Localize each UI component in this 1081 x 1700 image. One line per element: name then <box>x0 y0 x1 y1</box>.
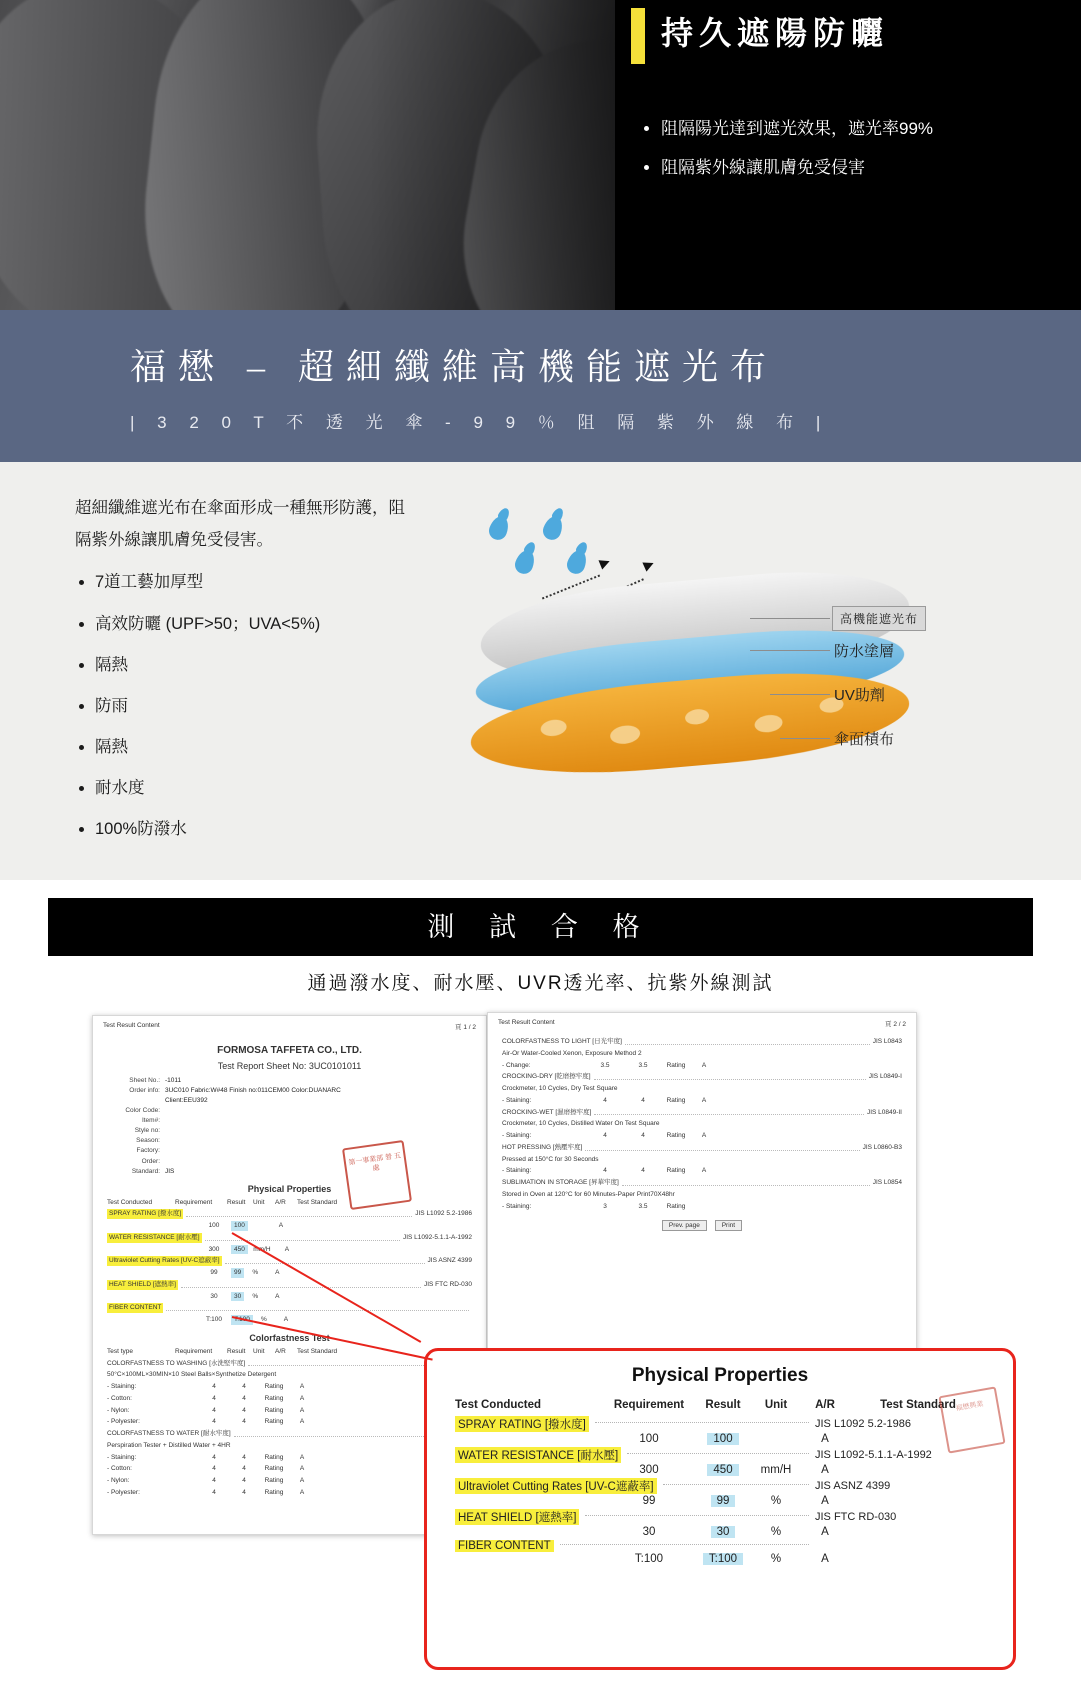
row-unit: % <box>770 1553 782 1565</box>
row-unit: Rating <box>666 1132 686 1139</box>
row-ar: A <box>299 1418 305 1426</box>
row-result: 4 <box>242 1383 246 1391</box>
row-ar: A <box>701 1167 707 1175</box>
row-ar: A <box>821 1433 829 1445</box>
col-ar: A/R <box>275 1347 286 1355</box>
row-req: T:100 <box>206 1316 222 1324</box>
table-row-values <box>93 1291 486 1303</box>
callout-leader <box>770 694 830 695</box>
page2-header-right: 頁 2 / 2 <box>885 1021 906 1028</box>
row-result: 99 <box>231 1268 244 1278</box>
table-row <box>488 1118 916 1130</box>
row-result: T:100 <box>231 1315 253 1325</box>
row-req: 3.5 <box>600 1061 610 1069</box>
row-subtext: Pressed at 150°C for 30 Seconds <box>502 1155 599 1163</box>
table-row <box>488 1142 916 1154</box>
row-result: 4 <box>242 1394 246 1402</box>
row-name: - Staining: <box>502 1096 532 1104</box>
page2-header <box>488 1013 916 1028</box>
prev-page-button[interactable]: Prev. page <box>662 1220 707 1231</box>
field-value: 3UC010 Fabric:W#48 Finish no:011CEM00 Color:DUANARC <box>165 1087 341 1095</box>
field-key: Order: <box>141 1157 160 1165</box>
features-text <box>75 492 405 855</box>
row-ar: A <box>701 1132 707 1139</box>
table-row <box>488 1177 916 1189</box>
row-ar: A <box>821 1526 829 1538</box>
row-name: HOT PRESSING [熱壓牢度] <box>502 1143 583 1151</box>
product-title: 福懋 – 超細纖維高機能遮光布 <box>130 347 779 387</box>
row-req: 4 <box>212 1477 216 1485</box>
repel-arrow-head <box>642 558 655 571</box>
field-key: Color Code: <box>125 1107 160 1115</box>
table-row <box>93 1208 486 1220</box>
row-unit: mm/H <box>253 1245 271 1253</box>
list-item: • 高效防曬 (UPF>50；UVA<5%) <box>95 608 405 640</box>
row-result: 450 <box>707 1464 738 1476</box>
fabric-dot <box>541 719 567 737</box>
row-name: - Nylon: <box>107 1406 130 1414</box>
row-standard: JIS L1092-5.1.1-A-1992 <box>402 1233 472 1241</box>
col-unit: Unit <box>764 1399 788 1411</box>
row-req: 3 <box>603 1202 607 1210</box>
repel-arrow-head <box>598 556 611 569</box>
row-result: 4 <box>242 1465 246 1473</box>
row-unit: % <box>252 1269 259 1277</box>
row-req: 4 <box>603 1167 607 1175</box>
row-ar: A <box>299 1477 305 1485</box>
row-result: 30 <box>711 1526 736 1538</box>
row-unit: Rating <box>264 1453 284 1461</box>
features-list <box>75 566 405 845</box>
callout-waterproof-coating: 防水塗層 <box>834 643 895 660</box>
row-standard: JIS L1092 5.2-1986 <box>415 1210 472 1218</box>
row-name: - Staining: <box>107 1453 137 1461</box>
row-standard: JIS ASNZ 4399 <box>427 1257 472 1265</box>
physical-properties-title: Physical Properties <box>247 1183 332 1194</box>
row-req: 4 <box>212 1418 216 1426</box>
row-unit: Rating <box>666 1096 686 1104</box>
row-standard: JIS FTC RD-030 <box>815 1511 897 1523</box>
col-unit: Unit <box>253 1347 265 1355</box>
list-item: • 隔熱 <box>95 731 405 763</box>
page1-header-right: 頁 1 / 2 <box>455 1024 476 1031</box>
table-row <box>488 1130 916 1142</box>
row-result: 4 <box>641 1167 645 1175</box>
table-row <box>488 1060 916 1072</box>
row-unit: mm/H <box>760 1464 792 1476</box>
row-name: - Polyester: <box>107 1418 140 1426</box>
col-ar: A/R <box>275 1198 286 1206</box>
row-unit: Rating <box>264 1394 284 1402</box>
row-subtext: Stored in Oven at 120°C for 60 Minutes-Paper Print70X48hr <box>502 1190 675 1198</box>
row-result: 4 <box>242 1477 246 1485</box>
row-req: 4 <box>212 1453 216 1461</box>
row-name: WATER RESISTANCE [耐水壓] <box>455 1447 621 1463</box>
product-name-band <box>0 310 1081 462</box>
row-name: SUBLIMATION IN STORAGE [昇華牢度] <box>502 1179 619 1186</box>
layer-diagram <box>420 498 1040 828</box>
product-subtitle: | 3 2 0 T 不 透 光 傘 - 9 9 ％ 阻 隔 紫 外 線 布 | <box>130 413 830 432</box>
row-name: - Staining: <box>502 1202 532 1210</box>
row-subtext: Crockmeter, 10 Cycles, Distilled Water On Test Square <box>502 1120 660 1128</box>
col-test-conducted: Test Conducted <box>455 1399 542 1411</box>
table-row <box>449 1508 991 1539</box>
row-req: 99 <box>642 1495 656 1507</box>
row-result: T:100 <box>703 1553 743 1565</box>
row-ar: A <box>278 1222 284 1230</box>
row-ar: A <box>701 1096 707 1104</box>
row-name: Ultraviolet Cutting Rates [UV-C遮蔽率] <box>109 1257 220 1265</box>
list-item: • 隔熱 <box>95 649 405 681</box>
row-req: 300 <box>208 1245 220 1253</box>
row-ar: A <box>299 1488 305 1496</box>
callout-umbrella-fabric: 傘面積布 <box>834 731 895 748</box>
row-result: 4 <box>242 1406 246 1414</box>
row-ar: A <box>299 1383 305 1391</box>
field-key: Order info: <box>129 1087 160 1095</box>
row-standard: JIS FTC RD-030 <box>423 1280 472 1288</box>
table-row <box>488 1189 916 1201</box>
table-row <box>449 1446 991 1477</box>
row-name: - Staining: <box>107 1383 137 1391</box>
list-item: • 耐水度 <box>95 772 405 804</box>
table-row <box>488 1165 916 1177</box>
field-row <box>111 1076 486 1086</box>
field-key: Season: <box>136 1137 160 1145</box>
col-ar: A/R <box>815 1399 835 1411</box>
col-result: Result <box>227 1347 246 1355</box>
magnified-physical-properties <box>424 1348 1016 1670</box>
field-row <box>111 1106 486 1116</box>
callout-leader <box>750 618 830 619</box>
colorfastness-title: Colorfastness Test <box>249 1332 330 1343</box>
field-value: JIS <box>165 1167 175 1175</box>
row-name: - Nylon: <box>107 1477 130 1485</box>
row-standard: JIS L0849-II <box>866 1108 902 1116</box>
col-test-type: Test type <box>107 1347 134 1355</box>
table-row <box>488 1107 916 1119</box>
page1-header <box>93 1016 486 1031</box>
hero-text-panel <box>615 0 1081 310</box>
water-drop-icon <box>540 514 565 543</box>
row-name: COLORFASTNESS TO WATER [耐水牢度] <box>107 1430 231 1438</box>
field-key: Style no: <box>134 1127 160 1135</box>
table-row-values <box>93 1267 486 1279</box>
col-result: Result <box>705 1399 741 1411</box>
row-subtext: Perspiration Tester + Distilled Water + 4HR <box>107 1441 231 1449</box>
hero-bullet-list <box>639 112 1059 190</box>
row-req: 4 <box>212 1394 216 1402</box>
row-ar: A <box>299 1453 305 1461</box>
row-result: 3.5 <box>638 1202 648 1210</box>
row-result: 100 <box>707 1433 738 1445</box>
hero-section <box>0 0 1081 310</box>
row-name: - Staining: <box>502 1132 532 1139</box>
row-ar: A <box>821 1495 829 1507</box>
row-unit: % <box>770 1495 782 1507</box>
row-ar: A <box>821 1464 829 1476</box>
row-result: 99 <box>711 1495 736 1507</box>
table-row <box>488 1071 916 1083</box>
row-unit: Rating <box>264 1383 284 1391</box>
row-standard: JIS ASNZ 4399 <box>815 1480 891 1492</box>
col-requirement: Requirement <box>175 1347 213 1355</box>
watermark-stamp: 福懋興業 <box>938 1386 1005 1453</box>
fabric-dot <box>610 724 640 745</box>
col-unit: Unit <box>253 1198 265 1206</box>
row-ar: A <box>299 1406 305 1414</box>
col-requirement: Requirement <box>613 1399 685 1411</box>
row-unit: Rating <box>666 1061 686 1069</box>
table-row <box>449 1477 991 1508</box>
test-subtitle: 通過潑水度、耐水壓、UVR透光率、抗紫外線測試 <box>307 973 774 994</box>
fabric-photo <box>0 0 615 310</box>
table-row <box>488 1036 916 1048</box>
row-result: 4 <box>641 1132 645 1139</box>
row-req: 4 <box>212 1383 216 1391</box>
field-key: Item#: <box>141 1117 160 1125</box>
row-subtext: Air-Or Water-Cooled Xenon, Exposure Method 2 <box>502 1049 642 1057</box>
row-req: 300 <box>639 1464 659 1476</box>
callout-uv-agent: UV助劑 <box>834 687 885 704</box>
col-test-standard: Test Standard <box>297 1347 338 1355</box>
row-req: 99 <box>210 1269 218 1277</box>
row-ar: A <box>283 1316 289 1324</box>
list-item: • 7道工藝加厚型 <box>95 566 405 598</box>
row-req: 100 <box>208 1222 220 1230</box>
field-row <box>111 1116 486 1126</box>
field-key: Factory: <box>136 1147 160 1155</box>
table-row-values <box>93 1220 486 1232</box>
row-name: - Change: <box>502 1061 531 1069</box>
callout-leader <box>750 650 830 651</box>
callout-leader <box>780 738 830 739</box>
row-req: 30 <box>642 1526 656 1538</box>
table-row <box>93 1302 486 1314</box>
row-name: COLORFASTNESS TO WASHING [水洗堅牢度] <box>107 1359 246 1367</box>
row-subtext: Crockmeter, 10 Cycles, Dry Test Square <box>502 1085 618 1092</box>
row-unit: Rating <box>264 1477 284 1485</box>
row-name: WATER RESISTANCE [耐水壓] <box>109 1233 200 1241</box>
row-name: HEAT SHIELD [遮熱率] <box>455 1509 579 1525</box>
page1-header-left: Test Result Content <box>103 1022 160 1029</box>
magnified-title: Physical Properties <box>631 1365 809 1386</box>
row-standard: JIS L0849-I <box>868 1073 902 1081</box>
report-fields <box>93 1071 486 1177</box>
company-name: FORMOSA TAFFETA CO., LTD. <box>217 1045 362 1056</box>
row-name: SPRAY RATING [撥水度] <box>455 1416 589 1432</box>
fabric-dot <box>685 708 709 725</box>
table-row-values <box>93 1314 486 1326</box>
table-row <box>488 1201 916 1213</box>
list-item: • 防雨 <box>95 690 405 722</box>
table-row <box>488 1154 916 1166</box>
row-name: - Staining: <box>502 1167 532 1175</box>
table-row <box>93 1279 486 1291</box>
row-req: T:100 <box>634 1553 664 1565</box>
field-row <box>111 1096 486 1106</box>
row-standard: JIS L0854 <box>872 1179 902 1186</box>
col-test-standard: Test Standard <box>880 1399 956 1411</box>
row-name: - Cotton: <box>107 1394 132 1402</box>
row-unit: Rating <box>666 1202 686 1210</box>
features-intro: 超細纖維遮光布在傘面形成一種無形防護，阻隔紫外線讓肌膚免受侵害。 <box>75 499 405 550</box>
field-row <box>111 1167 486 1177</box>
col-requirement: Requirement <box>175 1198 213 1206</box>
row-req: 100 <box>639 1433 659 1445</box>
hero-title: 持久遮陽防曬 <box>661 15 890 51</box>
row-name: SPRAY RATING [撥水度] <box>109 1210 182 1218</box>
row-req: 4 <box>603 1132 607 1139</box>
report-sheet-no: Test Report Sheet No: 3UC0101011 <box>217 1061 362 1071</box>
row-standard: JIS L0860-B3 <box>862 1143 902 1151</box>
row-name: Ultraviolet Cutting Rates [UV-C遮蔽率] <box>455 1478 657 1494</box>
company-stamp: 第一事業部 營 五 處 <box>342 1140 412 1210</box>
row-name: FIBER CONTENT <box>455 1540 554 1552</box>
row-result: 100 <box>231 1221 248 1231</box>
field-row <box>111 1146 486 1156</box>
row-standard: JIS L1092 5.2-1986 <box>815 1418 912 1430</box>
water-drop-icon <box>564 548 589 577</box>
row-ar: A <box>821 1553 829 1565</box>
row-unit: Rating <box>264 1418 284 1426</box>
row-ar: A <box>275 1292 280 1300</box>
row-name: CROCKING-DRY [乾磨擦牢度] <box>502 1073 591 1081</box>
table-row <box>449 1539 991 1566</box>
row-unit: % <box>261 1316 267 1324</box>
field-value: -1011 <box>165 1077 182 1084</box>
field-key: Standard: <box>131 1167 160 1175</box>
row-unit: Rating <box>264 1406 284 1414</box>
row-req: 4 <box>212 1465 216 1473</box>
row-req: 30 <box>210 1292 218 1300</box>
row-name: COLORFASTNESS TO LIGHT [日光牢度] <box>502 1038 622 1045</box>
list-item: • 100%防潑水 <box>95 813 405 845</box>
row-result: 4 <box>641 1096 645 1104</box>
row-unit <box>753 1433 799 1445</box>
magnified-table <box>427 1399 1013 1566</box>
field-row <box>111 1086 486 1096</box>
page2-buttons <box>488 1220 916 1231</box>
field-row <box>111 1136 486 1146</box>
row-unit: Rating <box>264 1488 284 1496</box>
row-standard: JIS L1092-5.1.1-A-1992 <box>815 1449 932 1461</box>
row-unit: % <box>770 1526 782 1538</box>
col-result: Result <box>227 1198 246 1206</box>
fabric-dot <box>754 714 782 734</box>
water-drop-icon <box>486 514 511 543</box>
row-ar: A <box>299 1394 305 1402</box>
col-test-conducted: Test Conducted <box>107 1198 153 1206</box>
table-row-values <box>93 1244 486 1256</box>
row-name: FIBER CONTENT <box>109 1304 162 1312</box>
row-subtext: 50°C×100ML×30MIN×10 Steel Balls×Synthetize Detergent <box>107 1371 277 1379</box>
table-header <box>449 1399 991 1415</box>
row-req: 4 <box>212 1488 216 1496</box>
row-name: - Polyester: <box>107 1488 140 1496</box>
row-ar: A <box>701 1061 707 1069</box>
row-ar: A <box>284 1245 290 1253</box>
table-row <box>488 1095 916 1107</box>
row-ar: A <box>299 1465 305 1473</box>
features-section <box>0 462 1081 880</box>
row-result: 3.5 <box>638 1061 648 1069</box>
table-row <box>488 1083 916 1095</box>
test-banner: 測 試 合 格 <box>48 898 1033 956</box>
page2-header-left: Test Result Content <box>498 1019 555 1026</box>
row-name: HEAT SHIELD [遮熱率] <box>109 1280 176 1288</box>
list-item: • 阻隔陽光達到遮光效果，遮光率99% <box>661 112 1059 145</box>
field-key: Sheet No.: <box>129 1077 160 1084</box>
test-section <box>0 880 1081 1700</box>
row-unit: % <box>252 1292 259 1300</box>
field-row <box>111 1157 486 1167</box>
row-name: CROCKING-WET [濕磨擦牢度] <box>502 1108 592 1116</box>
list-item: • 阻隔紫外線讓肌膚免受侵害 <box>661 151 1059 184</box>
row-result: 450 <box>231 1245 248 1255</box>
table-header <box>93 1197 486 1209</box>
print-button[interactable]: Print <box>715 1220 742 1231</box>
row-req: 4 <box>212 1406 216 1414</box>
row-ar: A <box>275 1269 280 1277</box>
row-result: 4 <box>242 1488 246 1496</box>
water-drop-icon <box>512 548 537 577</box>
table-row <box>93 1232 486 1244</box>
row-result: 4 <box>242 1453 246 1461</box>
field-value: Client:EEU392 <box>165 1097 208 1105</box>
field-row <box>111 1126 486 1136</box>
field-key <box>111 1096 165 1106</box>
row-name: - Cotton: <box>107 1465 132 1473</box>
col-test-standard: Test Standard <box>297 1198 338 1206</box>
row-unit: Rating <box>666 1167 686 1175</box>
row-req: 4 <box>603 1096 607 1104</box>
yellow-accent-bar <box>631 8 645 64</box>
row-standard: JIS L0843 <box>872 1038 902 1045</box>
row-result: 4 <box>242 1418 246 1426</box>
table-row <box>488 1048 916 1060</box>
row-unit: Rating <box>264 1465 284 1473</box>
row-result: 30 <box>231 1292 244 1302</box>
photo-shading <box>0 0 615 310</box>
callout-high-performance: 高機能遮光布 <box>832 606 926 631</box>
table-row <box>449 1415 991 1446</box>
